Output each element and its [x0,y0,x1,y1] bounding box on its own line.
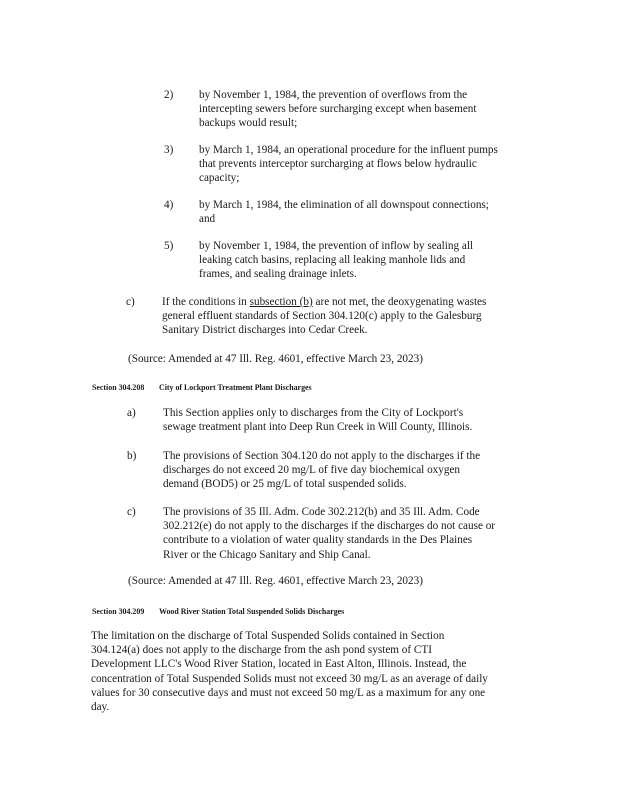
text-line: contribute to a violation of water quality standards in the Des Plaines [163,534,473,547]
text-line: day. [91,701,110,714]
list-item [162,295,507,338]
section-number: Section 304.209 [92,606,145,616]
text-line: by March 1, 1984, an operational procedure for the influent pumps [199,144,498,156]
text-line: intercepting sewers before surcharging except when basement [199,103,477,116]
source-note: (Source: Amended at 47 Ill. Reg. 4601, effective March 23, 2023) [128,575,423,587]
text-fragment: are not met, the deoxygenating wastes [312,296,487,308]
text-line: discharges do not exceed 20 mg/L of five day biochemical oxygen [163,464,460,477]
text-line: and [199,213,216,226]
text-line: leaking catch basins, replacing all leaking manhole lids and [199,254,466,267]
list-item [199,88,487,131]
text-line: 304.124(a) does not apply to the discharge from the ash pond system of CTI [91,644,432,657]
text-line: general effluent standards of Section 304.120(c) apply to the Galesburg [162,310,482,323]
text-line: frames, and sealing drainage inlets. [199,268,357,281]
text-line: Sanitary District discharges into Cedar Creek. [162,324,368,337]
section-number: Section 304.208 [92,382,145,392]
text-line: by November 1, 1984, the prevention of inflow by sealing all [199,240,474,252]
list-item [199,143,519,186]
item-number: 3) [164,144,174,156]
text-line: River or the Chicago Sanitary and Ship Canal. [163,548,371,561]
list-item [199,198,514,226]
text-line: demand (BOD5) or 25 mg/L of total suspended solids. [163,478,407,491]
section-title: City of Lockport Treatment Plant Discharges [158,382,312,392]
text-line: sewage treatment plant into Deep Run Creek in Will County, Illinois. [163,421,473,434]
subsection-link[interactable]: subsection (b) [249,296,313,308]
text-line: by November 1, 1984, the prevention of overflows from the [199,89,468,101]
text-line: capacity; [199,172,240,185]
section-heading [92,380,326,394]
item-number: c) [127,506,136,518]
text-line: by March 1, 1984, the elimination of all downspout connections; [199,199,489,211]
text-line [162,295,507,309]
text-line: The provisions of Section 304.120 do not apply to the discharges if the [163,450,481,462]
text-line: that prevents interceptor surcharging at flows below hydraulic [199,158,477,171]
source-note: (Source: Amended at 47 Ill. Reg. 4601, effective March 23, 2023) [128,353,423,365]
item-number: b) [127,450,137,462]
text-line: Development LLC's Wood River Station, located in East Alton, Illinois. Instead, the [91,658,467,671]
text-line: This Section applies only to discharges from the City of Lockport's [163,407,464,419]
text-fragment: If the conditions in [162,296,250,308]
list-item [163,406,488,434]
list-item [199,239,494,282]
text-line: values for 30 consecutive days and must not exceed 50 mg/L as a maximum for any one [91,686,486,699]
text-line: 302.212(e) do not apply to the discharges if the discharges do not cause or [163,520,496,533]
section-heading [92,604,359,618]
item-number: c) [126,296,135,308]
item-number: 2) [164,89,174,101]
item-number: 4) [164,199,174,211]
section-title: Wood River Station Total Suspended Solids Discharges [158,606,345,616]
list-item [163,505,523,562]
list-item [163,449,503,492]
text-line: The limitation on the discharge of Total Suspended Solids contained in Section [91,630,445,642]
text-line: The provisions of 35 Ill. Adm. Code 302.212(b) and 35 Ill. Adm. Code [163,506,480,518]
item-number: 5) [164,240,174,252]
text-line: concentration of Total Suspended Solids must not exceed 30 mg/L as an average of daily [91,672,488,685]
paragraph [91,629,523,714]
item-number: a) [127,407,136,419]
text-line: backups would result; [199,117,298,130]
